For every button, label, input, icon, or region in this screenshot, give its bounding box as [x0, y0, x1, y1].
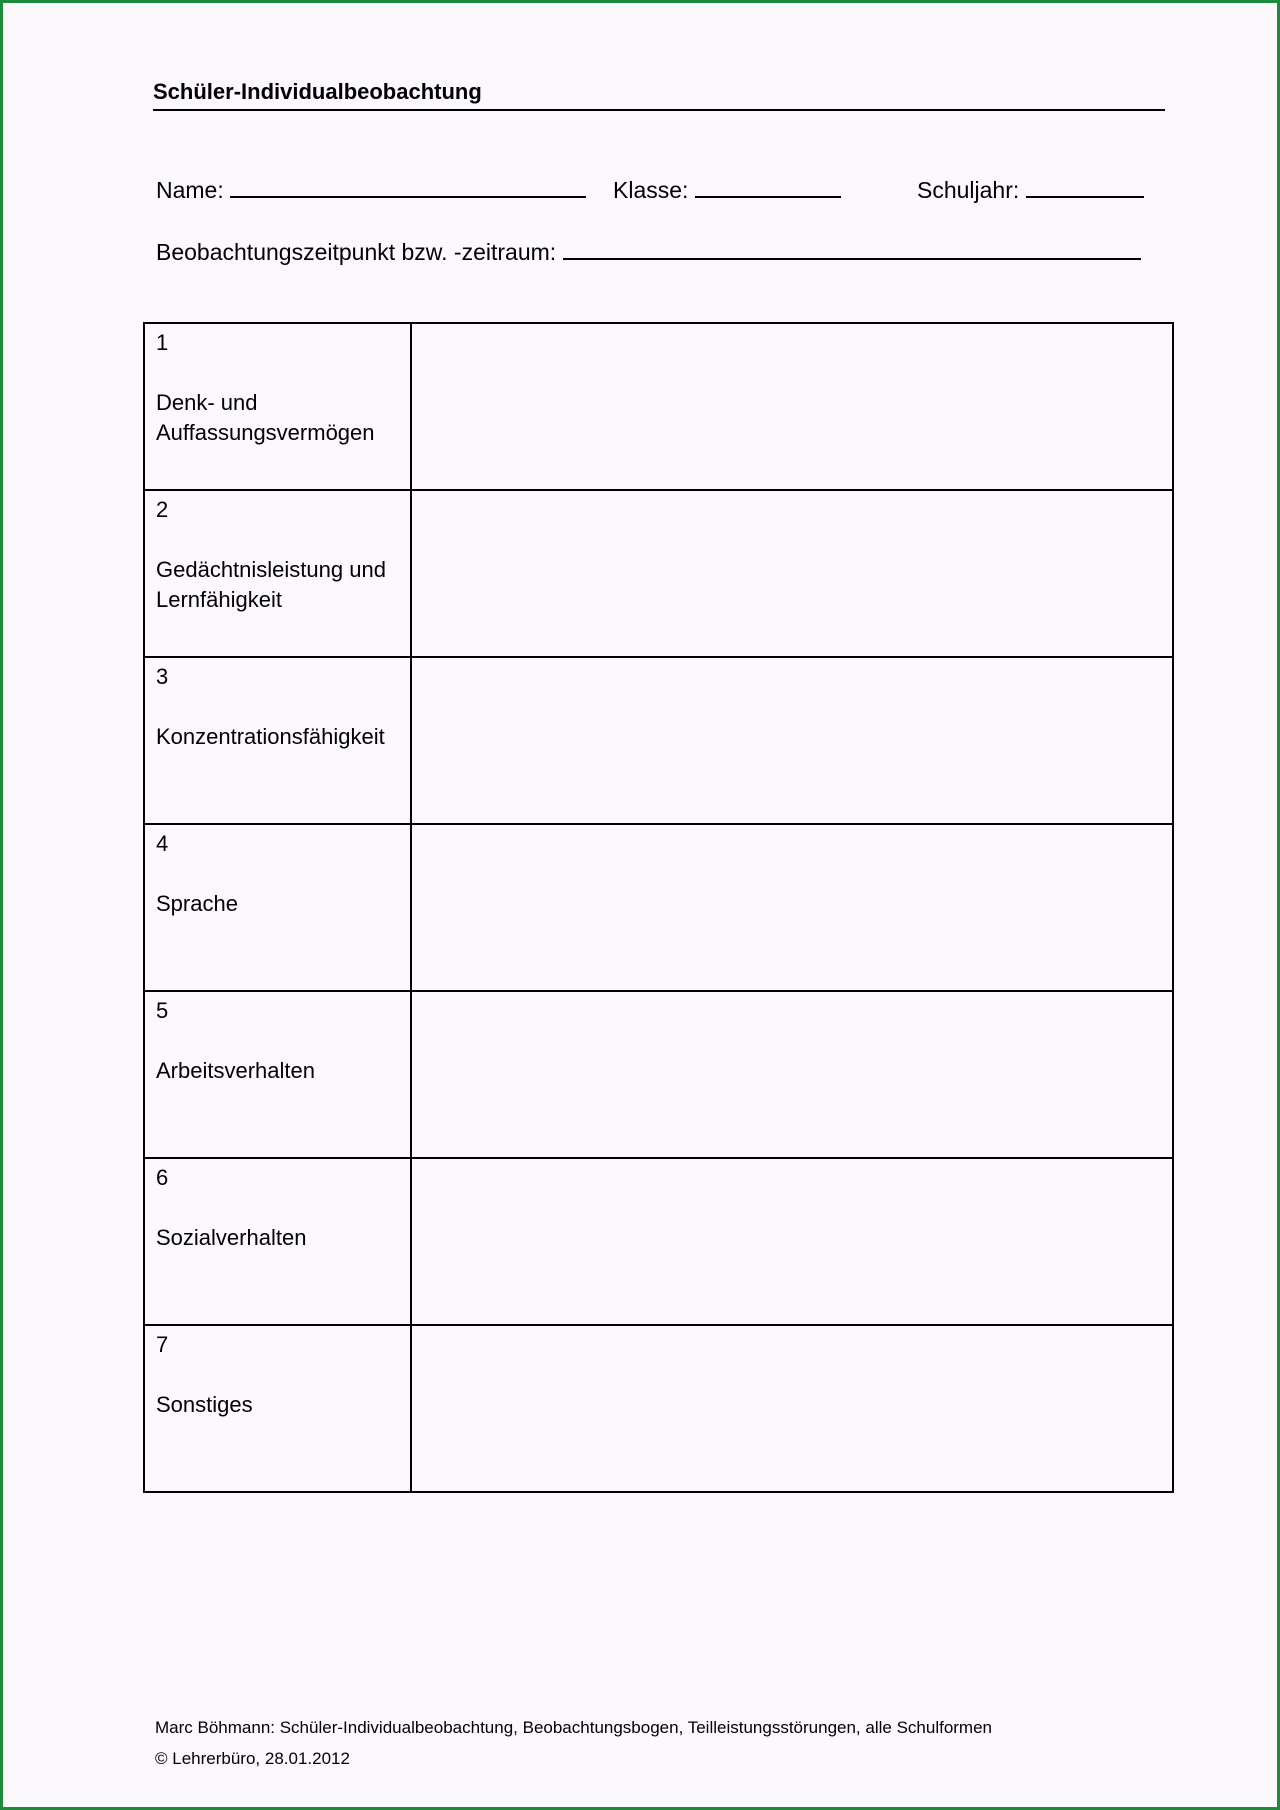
name-field[interactable]	[156, 174, 586, 204]
category-label: Konzentrationsfähigkeit	[156, 724, 385, 749]
footer-copyright-line: © Lehrerbüro, 28.01.2012	[155, 1749, 350, 1768]
table-row	[144, 323, 1173, 490]
notes-text[interactable]	[412, 1326, 1172, 1330]
category-label: Gedächtnisleistung und Lernfähigkeit	[156, 557, 386, 612]
notes-text[interactable]	[412, 491, 1172, 495]
category-number: 3	[156, 664, 169, 689]
klasse-field[interactable]	[613, 174, 841, 204]
schuljahr-field[interactable]	[917, 174, 1144, 204]
category-number: 5	[156, 998, 169, 1023]
notes-text[interactable]	[412, 324, 1172, 328]
table-row	[144, 991, 1173, 1158]
schuljahr-label: Schuljahr:	[917, 177, 1020, 203]
category-label: Denk- und Auffassungsvermögen	[156, 390, 375, 445]
notes-cell[interactable]	[411, 323, 1173, 490]
table-row	[144, 824, 1173, 991]
category-number: 6	[156, 1165, 169, 1190]
category-number: 1	[156, 330, 169, 355]
notes-text[interactable]	[412, 1159, 1172, 1163]
category-label: Arbeitsverhalten	[156, 1058, 315, 1083]
category-cell	[144, 991, 411, 1158]
schuljahr-input-line[interactable]	[1026, 174, 1144, 198]
observation-table	[143, 322, 1174, 1493]
category-label: Sprache	[156, 891, 238, 916]
category-cell	[144, 1325, 411, 1492]
notes-cell[interactable]	[411, 1158, 1173, 1325]
table-row	[144, 490, 1173, 657]
notes-cell[interactable]	[411, 490, 1173, 657]
category-label: Sozialverhalten	[156, 1225, 307, 1250]
table-row	[144, 657, 1173, 824]
page-title: Schüler-Individualbeobachtung	[153, 79, 1165, 111]
name-label: Name:	[156, 177, 224, 203]
category-cell	[144, 323, 411, 490]
zeitpunkt-input-line[interactable]	[563, 236, 1141, 260]
category-cell	[144, 490, 411, 657]
notes-text[interactable]	[412, 658, 1172, 662]
table-row	[144, 1158, 1173, 1325]
klasse-label: Klasse:	[613, 177, 689, 203]
category-number: 2	[156, 497, 169, 522]
header-fields-row	[156, 174, 1156, 204]
notes-cell[interactable]	[411, 657, 1173, 824]
category-number: 4	[156, 831, 169, 856]
category-label: Sonstiges	[156, 1392, 253, 1417]
notes-cell[interactable]	[411, 1325, 1173, 1492]
footer-source-line: Marc Böhmann: Schüler-Individualbeobachtung, Beobachtungsbogen, Teilleistungsstörungen, alle Schulformen	[155, 1718, 993, 1737]
name-input-line[interactable]	[230, 174, 586, 198]
notes-cell[interactable]	[411, 824, 1173, 991]
klasse-input-line[interactable]	[695, 174, 841, 198]
category-number: 7	[156, 1332, 169, 1357]
category-cell	[144, 657, 411, 824]
category-cell	[144, 824, 411, 991]
notes-text[interactable]	[412, 992, 1172, 996]
notes-cell[interactable]	[411, 991, 1173, 1158]
category-cell	[144, 1158, 411, 1325]
table-row	[144, 1325, 1173, 1492]
zeitpunkt-field[interactable]	[156, 236, 1141, 266]
zeitpunkt-label: Beobachtungszeitpunkt bzw. -zeitraum:	[156, 239, 557, 265]
notes-text[interactable]	[412, 825, 1172, 829]
